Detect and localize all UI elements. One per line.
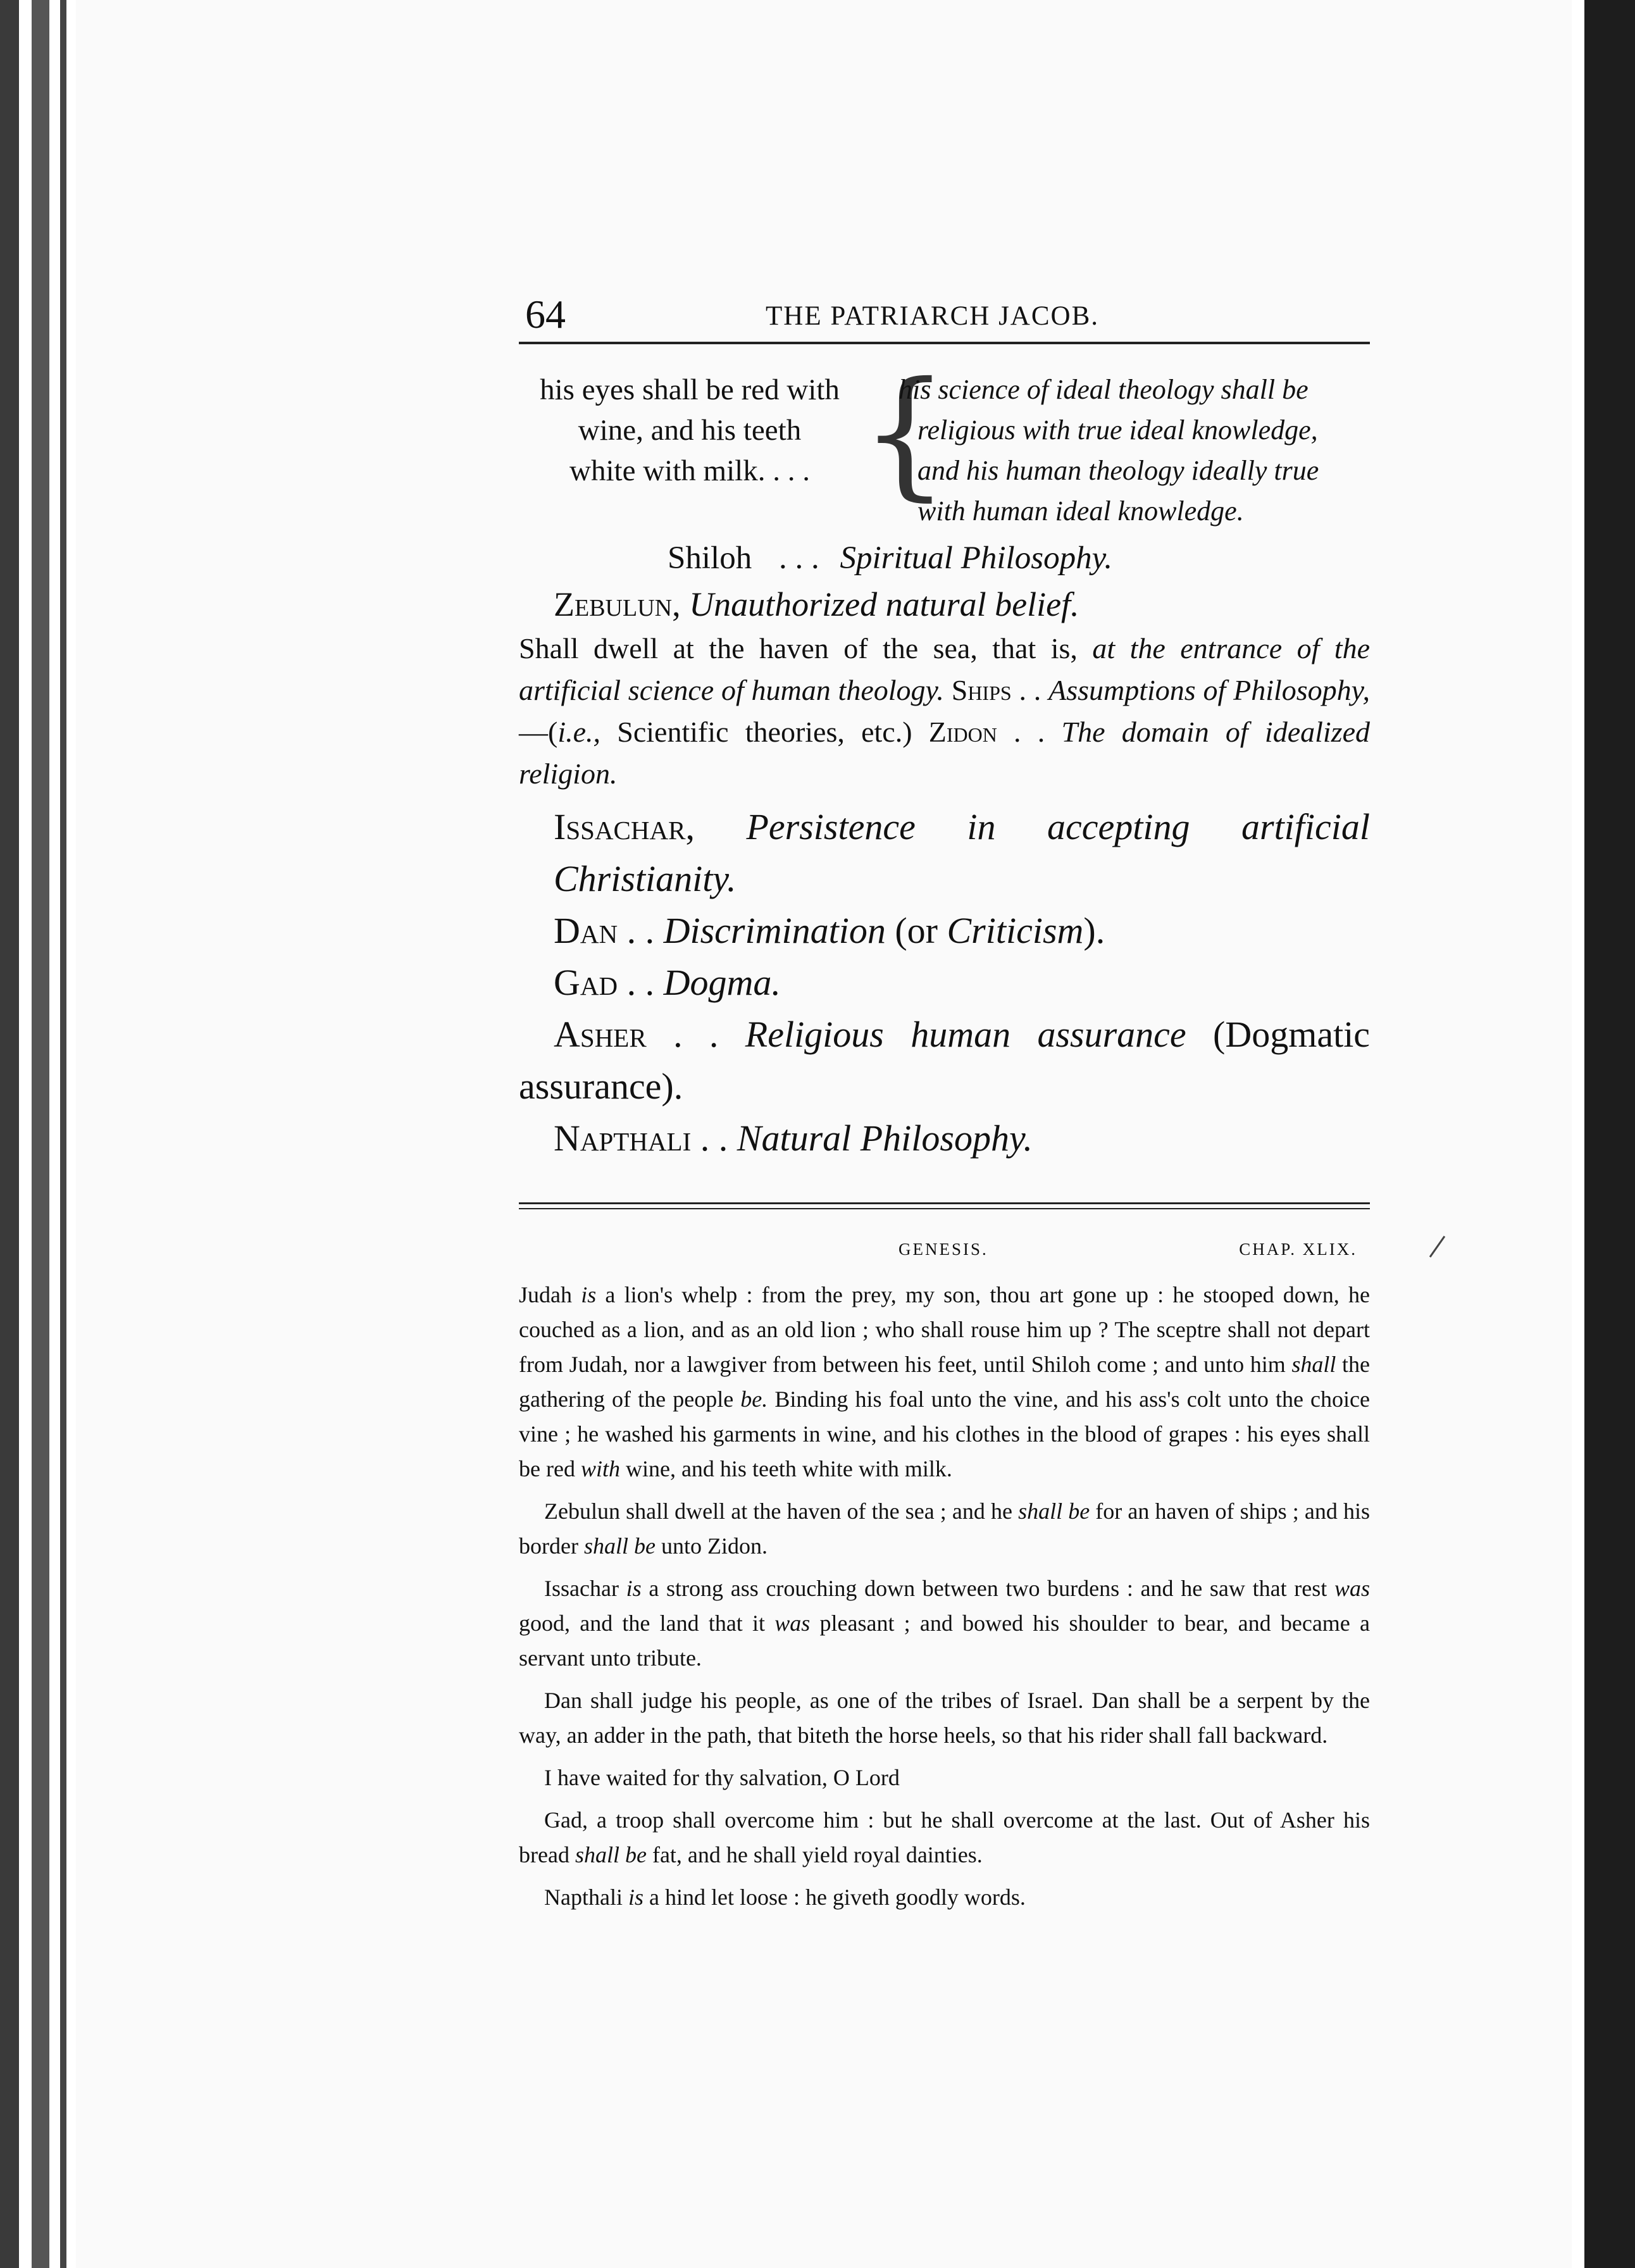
shiloh-line [519, 535, 1370, 581]
scripture-text [519, 1278, 1370, 1915]
ships-meaning: Assumptions of Philosophy, [1048, 674, 1371, 706]
scripture-chapter: CHAP. XLIX. [1239, 1240, 1357, 1259]
gad-line [519, 957, 1370, 1009]
interpretation-line: with human ideal knowledge. [917, 495, 1244, 526]
zebulun-heading [519, 581, 1370, 628]
verse-line: his eyes shall be red with [540, 373, 840, 406]
issachar-meaning: Persistence in accepting artificial Christianity. [554, 806, 1370, 899]
verse-line: wine, and his teeth [578, 414, 802, 447]
facing-page-edge [1584, 0, 1635, 2268]
italic-run: was [774, 1611, 811, 1636]
dan-paren-word: Criticism [947, 910, 1084, 951]
italic-run: is [626, 1576, 642, 1601]
scripture-paragraph: Gad, a troop shall overcome him : but he shall overcome at the last. Out of Asher his bread shall be fat, and he shall yield royal dainties. [519, 1807, 1370, 1867]
verse-interpretation-table [519, 352, 1370, 532]
running-title: THE PATRIARCH JACOB. [766, 301, 1100, 331]
header-rule [519, 342, 1370, 344]
scripture-paragraph: Issachar is a strong ass crouching down between two burdens : and he saw that rest was good, and the land that it was pleasant ; and bowed his shoulder to bear, and became a servant unto tribute. [519, 1576, 1370, 1671]
asher-paragraph [519, 1009, 1370, 1112]
gad-meaning: Dogma. [663, 962, 781, 1003]
scripture-paragraph: I have waited for thy salvation, O Lord [544, 1765, 900, 1790]
italic-run: shall be [1018, 1498, 1090, 1524]
issachar-paragraph [519, 801, 1370, 905]
italic-run: shall [1291, 1352, 1336, 1377]
interpretation-text [898, 370, 1370, 532]
dan-line [519, 905, 1370, 957]
scripture-paragraph: Dan shall judge his people, as one of the tribes of Israel. Dan shall be a serpent by the way, an adder in the path, that biteth the horse heels, so that his rider shall fall backward. [519, 1688, 1370, 1748]
interpretation-line: his science of ideal theology shall be [898, 374, 1309, 405]
curly-brace: { [861, 352, 949, 514]
italic-run: shall be [583, 1533, 656, 1559]
zidon-dots: . . [1014, 716, 1045, 748]
zebulun-text: Shall dwell at the haven of the sea, that is, [519, 632, 1078, 664]
zebulun-paragraph [519, 628, 1370, 795]
interpretation-line: and his human theology ideally true [917, 455, 1319, 486]
book-spine-inner [60, 0, 66, 2268]
verse-line: white with milk. . . . [569, 454, 810, 487]
napthali-meaning: Natural Philosophy. [737, 1118, 1033, 1159]
gad-name: Gad [554, 962, 618, 1003]
scripture-paragraph: Zebulun shall dwell at the haven of the sea ; and he shall be for an haven of ships ; and his border shall be unto Zidon. [519, 1498, 1370, 1559]
shiloh-dots: . . . [778, 540, 819, 576]
ie-open: —( [519, 716, 558, 748]
dan-paren-close: ). [1083, 910, 1105, 951]
scripture-book: GENESIS. [898, 1240, 988, 1259]
dan-name: Dan [554, 910, 618, 951]
ships-term: Ships [951, 674, 1012, 706]
italic-run: be. [740, 1386, 768, 1412]
italic-run: with [580, 1456, 620, 1481]
scripture-header [519, 1221, 1370, 1278]
issachar-name: Issachar, [554, 806, 695, 847]
shiloh-meaning: Spiritual Philosophy. [840, 540, 1113, 576]
section-double-rule [519, 1202, 1370, 1209]
gad-dots: . . [626, 962, 655, 1003]
napthali-dots: . . [700, 1118, 728, 1159]
italic-run: is [628, 1885, 643, 1910]
italic-run: was [1334, 1576, 1370, 1601]
interpretation-line: religious with true ideal knowledge, [917, 414, 1318, 446]
ie-abbrev: i.e., [557, 716, 601, 748]
dan-paren-open: (or [895, 910, 938, 951]
book-spine-outer [0, 0, 19, 2268]
zidon-meaning: The domain of idealized religion. [519, 716, 1370, 790]
asher-dots: . . [673, 1014, 719, 1055]
asher-meaning: Religious human assurance [745, 1014, 1186, 1055]
scripture-paragraph: Judah is a lion's whelp : from the prey, my son, thou art gone up : he stooped down, he couched as a lion, and as an old lion ; who shall rouse him up ? The sceptre shall not depart from Judah, nor a lawgiver from between his feet, until Shiloh come ; and unto him shall the gathering of the people be. Binding his foal unto the vine, and his ass's colt unto the choice vine ; he washed his garments in wine, and his clothes in the blood of grapes : his eyes shall be red with wine, and his teeth white with milk. [519, 1282, 1371, 1481]
zebulun-meaning: Unauthorized natural belief. [689, 585, 1079, 623]
page-number: 64 [525, 292, 566, 337]
zebulun-name: Zebulun, [554, 585, 681, 623]
shiloh-term: Shiloh [668, 540, 752, 576]
italic-run: shall be [575, 1842, 647, 1867]
italic-run: is [581, 1282, 597, 1307]
ships-dots: . . [1019, 674, 1041, 706]
napthali-line [519, 1112, 1370, 1164]
page-header [519, 272, 1370, 342]
zidon-term: Zidon [928, 716, 997, 748]
zebulun-text-italic: at the entrance of the artificial science of human theology. [519, 632, 1371, 706]
ie-rest: Scientific theories, etc.) [617, 716, 912, 748]
scripture-paragraph: Napthali is a hind let loose : he giveth goodly words. [544, 1885, 1026, 1910]
page-content [519, 272, 1370, 1922]
dan-meaning: Discrimination [663, 910, 886, 951]
napthali-name: Napthali [554, 1118, 692, 1159]
book-spine-band [32, 0, 49, 2268]
verse-text [519, 370, 861, 532]
asher-name: Asher [554, 1014, 647, 1055]
asher-rest: (Dogmatic assurance). [519, 1014, 1371, 1107]
dan-dots: . . [626, 910, 655, 951]
